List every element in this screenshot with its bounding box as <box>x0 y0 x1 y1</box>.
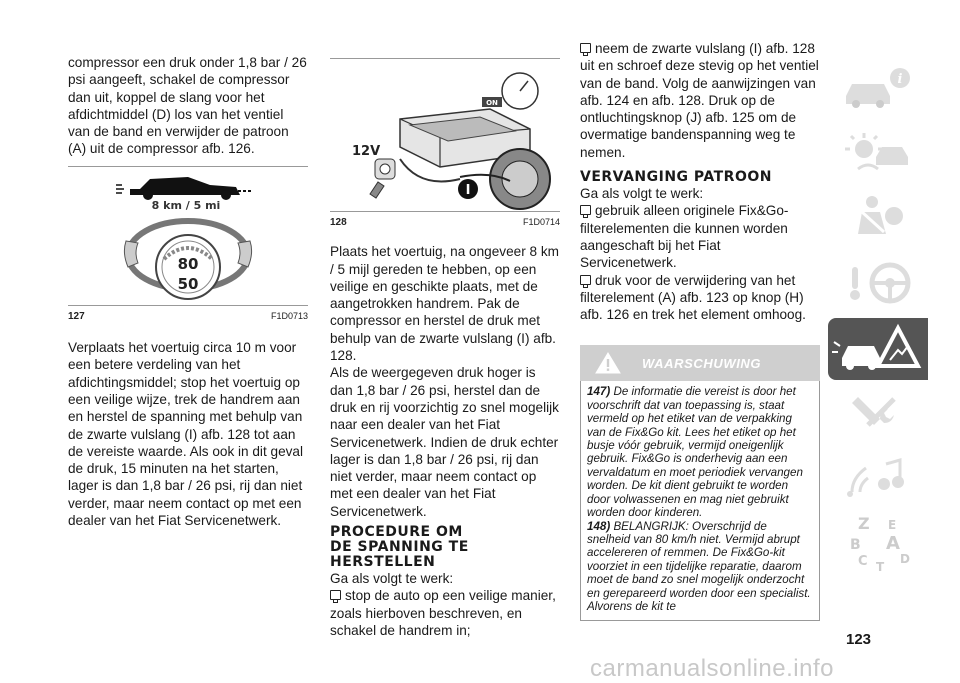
on-label: ON <box>486 99 498 107</box>
compressor-illustration <box>330 59 560 211</box>
column-left <box>68 54 308 529</box>
index-icon <box>828 513 928 575</box>
tab-maintenance[interactable] <box>828 383 928 445</box>
bullet-item <box>330 587 560 639</box>
index-letter: D <box>900 552 910 566</box>
heading-line: HERSTELLEN <box>330 554 436 571</box>
warning-title: WAARSCHUWING <box>642 356 762 372</box>
index-letter: C <box>858 554 868 569</box>
car-info-icon <box>828 58 928 120</box>
tab-safety[interactable] <box>828 188 928 250</box>
12v-label: 12V <box>352 144 381 159</box>
figure-number: 127 <box>68 310 85 322</box>
index-letter: A <box>886 533 900 554</box>
bullet-icon <box>330 590 341 600</box>
intro-text: Ga als volgt te werk: <box>330 571 454 587</box>
figure-number: 128 <box>330 217 347 228</box>
note-number: 148) <box>587 519 611 533</box>
heading-line: DE SPANNING TE <box>330 539 469 556</box>
tab-car-info[interactable] <box>828 58 928 120</box>
note-text: BELANGRIJK: Overschrijd de snelheid van 80 km/h niet. Vermijd abrupt accelereren of remmen. De Fix&Go-kit voorziet in een tijdelijke reparatie, daarom moet de band zo snel mogelijk onderzocht en gerepareerd worden door een specialist. Alvorens de kit te <box>587 519 811 613</box>
figure-128 <box>330 59 560 211</box>
page-number: 123 <box>846 631 872 648</box>
bullet-text: druk voor de verwijdering van het filterelement (A) afb. 123 op knop (H) afb. 126 en trek het element omhoog. <box>580 272 806 323</box>
tab-multimedia[interactable] <box>828 448 928 510</box>
figure-code: F1D0713 <box>270 310 308 321</box>
intro-text: Ga als volgt te werk: <box>580 186 704 202</box>
note-text: De informatie die vereist is door het voorschrift dat van toepassing is, staat vermeld op het etiket van de verpakking van de Fix&Go kit. Lees het etiket op het busje vóór gebruik, vermijd oneigenlijk gebruik. Fix&Go is onderhevig aan een vervaldatum en moet periodiek vervangen worden. De kit dient gebruikt te worden door volwassenen en mag niet gebruikt worden door kinderen. <box>587 385 803 520</box>
chapter-tabs <box>828 58 928 578</box>
figure-127 <box>68 167 308 305</box>
tab-dashboard-lights[interactable] <box>828 123 928 185</box>
paragraph: Verplaats het voertuig circa 10 m voor een betere verdeling van het afdichtingsmiddel; stop het voertuig op een veilige wijze, trek de handrem aan en herstel de spanning met behulp van de zwarte vulslang (I) afb. 128 tot aan de vereiste waarde. Als ook in dit geval de druk, 15 minuten na het starten, lager is dan 1,8 bar / 26 psi, rij dan niet verder, maar neem contact op met een dealer van het Fiat Servicenetwerk. <box>68 340 304 529</box>
speed-limit-illustration <box>68 167 308 305</box>
figure-caption <box>330 212 560 231</box>
figure-caption <box>68 306 308 325</box>
note-number: 147) <box>587 385 611 399</box>
start-drive-icon <box>828 253 928 315</box>
dashboard-lights-icon <box>828 123 928 185</box>
bullet-item <box>580 202 820 271</box>
tab-index[interactable] <box>828 513 928 575</box>
section-heading <box>330 525 560 570</box>
gauge-value-bottom: 50 <box>177 274 199 293</box>
column-right <box>580 40 820 621</box>
maintenance-icon <box>828 383 928 445</box>
tab-emergency[interactable] <box>828 318 928 380</box>
safety-airbag-icon <box>828 188 928 250</box>
column-middle <box>330 54 560 639</box>
figure-code: F1D0714 <box>522 217 560 227</box>
emergency-warning-icon <box>828 318 928 380</box>
speed-label: 8 km / 5 mi <box>151 198 221 212</box>
paragraph: compressor een druk onder 1,8 bar / 26 psi aangeeft, schakel de compressor dan uit, koppel de slang voor het afdichtmiddel (D) los van het ventiel van de band en verwijder de patroon (A) uit de compressor afb. 126. <box>68 55 307 157</box>
bullet-text: neem de zwarte vulslang (I) afb. 128 uit en schroef deze stevig op het ventiel van de band. Volg de aanwijzingen van afb. 124 en afb. 128. Druk op de ontluchtingsknop (J) afb. 125 om de overmatige bandenspanning weg te nemen. <box>580 41 819 160</box>
bullet-item <box>580 40 820 161</box>
gauge-value-top: 80 <box>177 254 199 273</box>
watermark: carmanualsonline.info <box>590 655 834 682</box>
warning-header <box>580 345 820 381</box>
bullet-item <box>580 272 820 324</box>
bullet-text: stop de auto op een veilige manier, zoals hierboven beschreven, en schakel de handrem in; <box>330 588 556 638</box>
svg-text:i: i <box>897 72 903 87</box>
index-letter: T <box>876 560 885 574</box>
bullet-icon <box>580 275 591 285</box>
bullet-icon <box>580 205 591 215</box>
multimedia-icon <box>828 448 928 510</box>
paragraph: Plaats het voertuig, na ongeveer 8 km / 5 mijl gereden te hebben, op een veilige en geschikte plaats, met de aangetrokken handrem. Pak de compressor en herstel de druk met behulp van de zwarte vulslang (I) afb. 128. <box>330 244 559 364</box>
section-heading: VERVANGING PATROON <box>580 169 772 186</box>
index-letter: Z <box>858 514 870 533</box>
marker-i: I <box>465 183 471 198</box>
heading-line: PROCEDURE OM <box>330 524 463 541</box>
index-letter: E <box>888 518 897 532</box>
bullet-icon <box>580 43 591 53</box>
warning-body <box>580 381 820 621</box>
paragraph: Als de weergegeven druk hoger is dan 1,8 bar / 26 psi, herstel dan de druk en rij voorzichtig zo snel mogelijk naar een dealer van het Fiat Servicenetwerk. Indien de druk echter lager is dan 1,8 bar / 26 psi, rij dan niet verder, maar neem contact op met een dealer van het Fiat Servicenetwerk. <box>330 365 559 519</box>
tab-start-drive[interactable] <box>828 253 928 315</box>
warning-triangle-icon <box>594 351 622 375</box>
bullet-text: gebruik alleen originele Fix&Go-filterelementen die kunnen worden aangeschaft bij het Fiat Servicenetwerk. <box>580 203 789 271</box>
index-letter: B <box>850 537 861 553</box>
